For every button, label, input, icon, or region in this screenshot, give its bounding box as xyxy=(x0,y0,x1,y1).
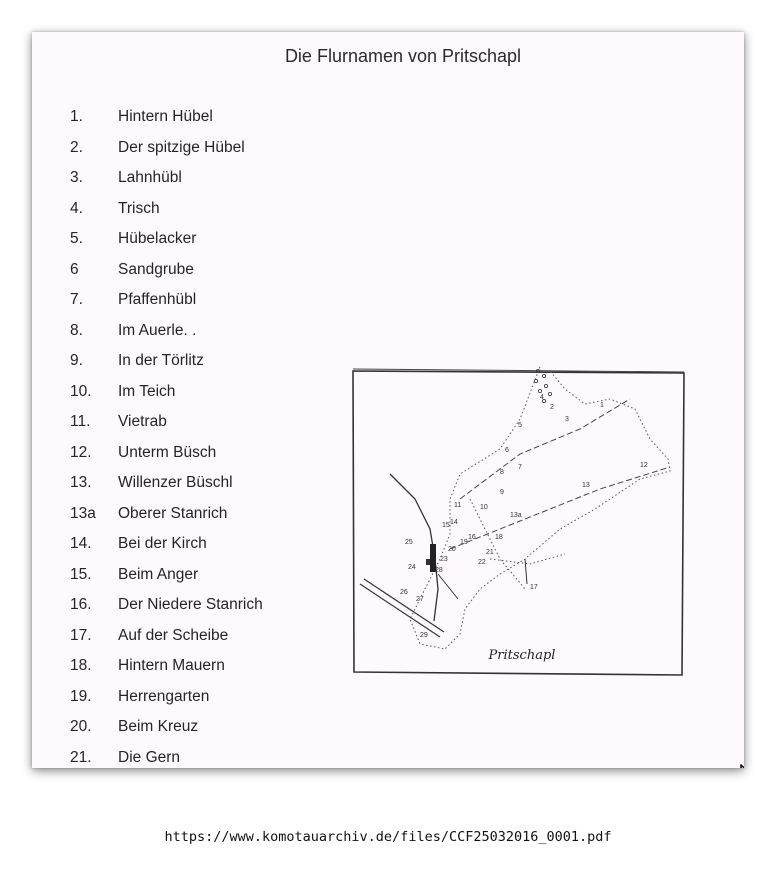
map-field-label: 27 xyxy=(416,596,424,603)
map-field-label: 8 xyxy=(500,469,504,476)
map-field-label: 5 xyxy=(518,422,522,429)
map-field-label: 4 xyxy=(540,394,544,401)
map-field-label: 2 xyxy=(550,404,554,411)
entry-name: Oberer Stanrich xyxy=(118,504,228,522)
map-caption: Pritschapl xyxy=(488,648,556,663)
map-field-label: 25 xyxy=(405,539,413,546)
entry-name: Hübelacker xyxy=(118,230,197,247)
entry-number: 15. xyxy=(70,565,92,583)
entry-number: 7. xyxy=(70,291,83,308)
entry-number: 5. xyxy=(70,230,83,247)
entry-name: Bei der Kirch xyxy=(118,535,207,552)
entry-number: 9. xyxy=(70,352,83,369)
map-field-label: 20 xyxy=(448,546,456,553)
entry-number: 12. xyxy=(70,443,92,461)
map-field-label: 19 xyxy=(460,539,468,546)
map-boundary xyxy=(410,367,670,649)
entry-number: 13. xyxy=(70,474,92,491)
map-field-label: 13 xyxy=(582,482,590,489)
map-field-label: 6 xyxy=(505,447,509,454)
map-field-label: 18 xyxy=(495,534,503,541)
map-field-label: 17 xyxy=(530,584,538,591)
map-field-label: 21 xyxy=(486,549,494,556)
entry-name: Der Niedere Stanrich xyxy=(118,596,263,613)
entry-number: 21. xyxy=(70,748,92,766)
entry-number: 10. xyxy=(70,382,92,400)
mouse-pointer-icon xyxy=(739,763,744,768)
entry-name: Willenzer Büschl xyxy=(118,474,233,491)
entry-name: Im Teich xyxy=(118,382,176,400)
map-field-label: 23 xyxy=(440,556,448,563)
entry-number: 1. xyxy=(70,108,83,125)
map-field-label: 15 xyxy=(442,522,450,529)
map-field-label: 26 xyxy=(400,589,408,596)
entry-name: Sandgrube xyxy=(118,260,194,278)
entry-name: Lahnhübl xyxy=(118,169,182,186)
entry-name: Unterm Büsch xyxy=(118,443,217,461)
entry-number: 3. xyxy=(70,169,83,186)
map-field-label: 14 xyxy=(450,519,458,526)
entry-name: Hintern Hübel xyxy=(118,108,213,125)
map-field-label: 29 xyxy=(420,632,428,639)
document-page xyxy=(32,32,744,768)
entry-name: Die Gern xyxy=(118,748,181,766)
map-labels xyxy=(400,394,648,639)
entry-name: Hintern Mauern xyxy=(118,657,225,674)
map-field-label: 13a xyxy=(510,512,522,519)
map-field-label: 22 xyxy=(478,559,486,566)
map-field-label: 28 xyxy=(435,567,443,574)
entry-number: 16. xyxy=(70,596,92,613)
entry-number: 13a xyxy=(70,504,96,522)
map-frame xyxy=(353,371,684,675)
entry-number: 17. xyxy=(70,626,92,644)
entry-number: 8. xyxy=(70,321,83,339)
entry-name: Pfaffenhübl xyxy=(118,291,197,308)
map-field-label: 11 xyxy=(454,502,462,509)
entry-name: Im Auerle. . xyxy=(118,321,197,339)
entry-number: 4. xyxy=(70,199,83,217)
entry-name: In der Törlitz xyxy=(118,352,204,369)
entry-number: 6 xyxy=(70,260,79,278)
map-field-label: 9 xyxy=(500,489,504,496)
document-title: Die Flurnamen von Pritschapl xyxy=(284,46,522,66)
entry-number: 11. xyxy=(70,413,91,430)
entry-name: Trisch xyxy=(118,199,160,217)
entry-name: Vietrab xyxy=(118,413,167,430)
entry-number: 14. xyxy=(70,535,92,552)
entry-name: Beim Anger xyxy=(118,565,199,583)
entry-name: Auf der Scheibe xyxy=(118,626,229,644)
map-field-label: 10 xyxy=(480,504,488,511)
map-field-label: 1 xyxy=(600,402,604,409)
map-field-label: 12 xyxy=(640,462,648,469)
map-field-label: 7 xyxy=(518,464,522,471)
entry-name: Der spitzige Hübel xyxy=(118,138,245,156)
entry-name: Herrengarten xyxy=(118,687,210,705)
map-field-label: 3 xyxy=(565,416,569,423)
entry-number: 2. xyxy=(70,138,83,156)
source-url: https://www.komotauarchiv.de/files/CCF25032016_0001.pdf xyxy=(164,829,612,845)
map-field-label: 16 xyxy=(468,534,476,541)
flurnamen-map xyxy=(350,359,686,677)
map-field-label: 24 xyxy=(408,564,416,571)
entry-number: 18. xyxy=(70,657,92,674)
entry-number: 19. xyxy=(70,687,92,705)
entry-name: Beim Kreuz xyxy=(118,718,199,735)
entry-number: 20. xyxy=(70,718,92,735)
